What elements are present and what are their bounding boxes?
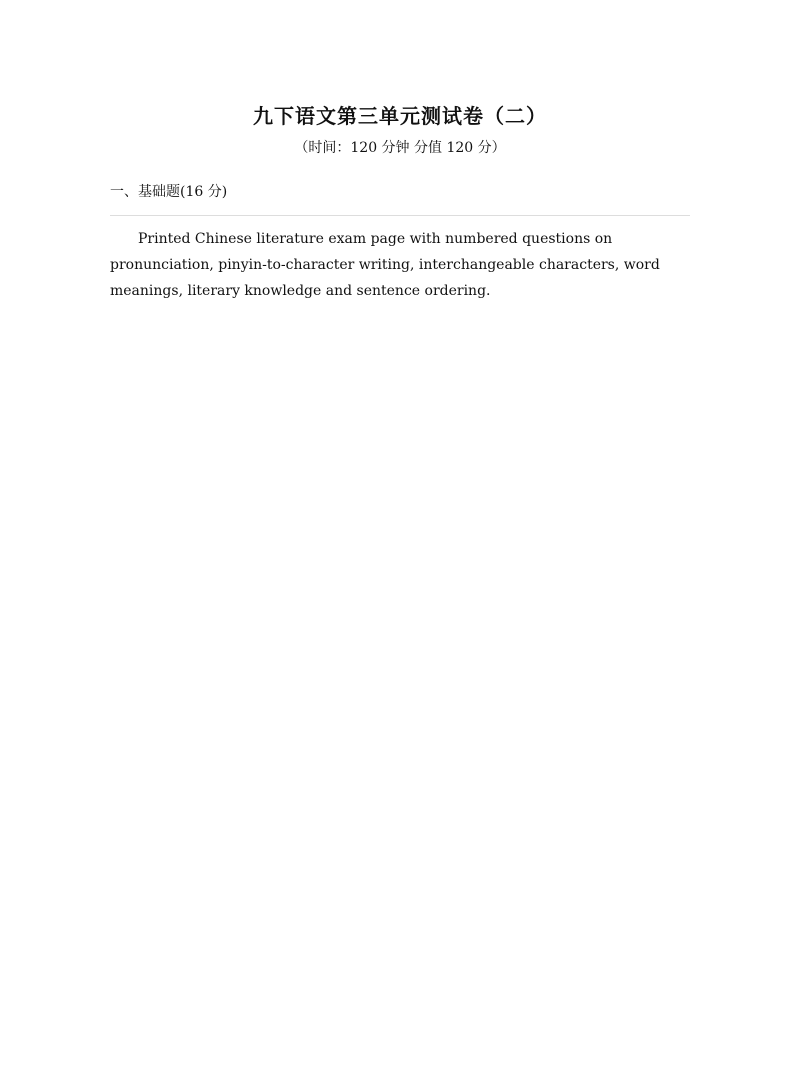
page-subtitle: （时间：120 分钟 分值 120 分） bbox=[294, 140, 506, 156]
page-title: 九下语文第三单元测试卷（二） bbox=[253, 104, 547, 128]
page-summary: Printed Chinese literature exam page with numbered questions on pronunciation, pinyin-to-character writing, interchangeable characters, word meanings, literary knowledge and sentence ordering. bbox=[110, 231, 660, 299]
section-heading: 一、基础题(16 分) bbox=[110, 184, 228, 200]
divider bbox=[110, 215, 690, 216]
